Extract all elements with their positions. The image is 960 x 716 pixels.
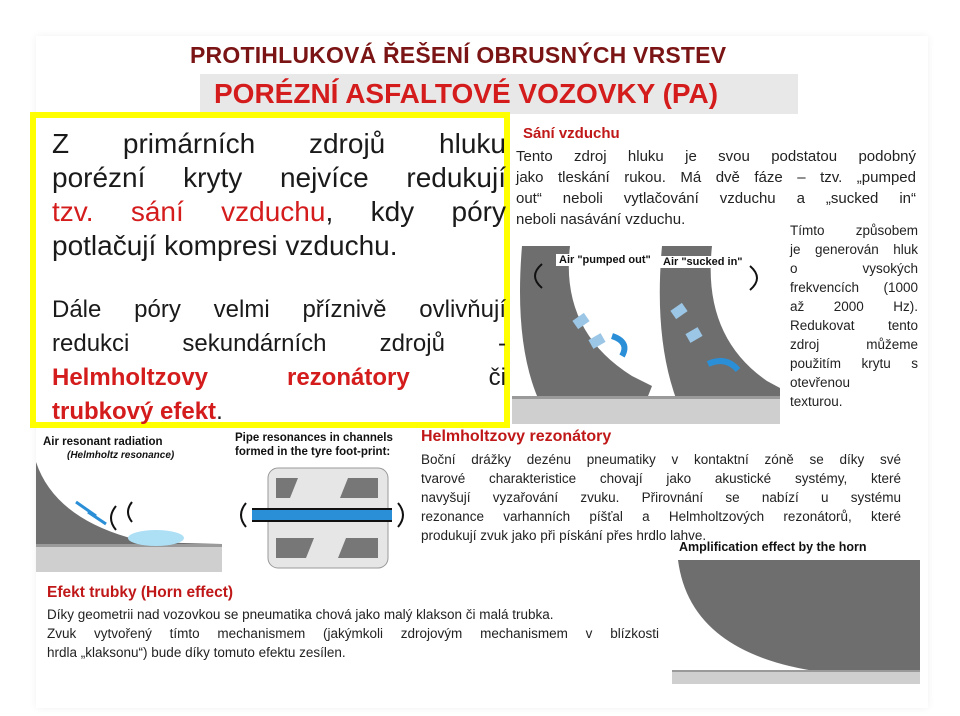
- side-note-line-5: až 2000 Hz).: [790, 299, 918, 314]
- intro-line-6: redukci sekundárních zdrojů -: [52, 330, 506, 357]
- side-note-line-7: zdroj můžeme: [790, 337, 918, 352]
- side-note-line-3: o vysokých: [790, 261, 918, 276]
- side-note-line-8: použitím krytu s: [790, 356, 918, 371]
- air-pumping-heading: Sání vzduchu: [523, 125, 620, 142]
- label-tyre-foot-print: formed in the tyre foot-print:: [232, 446, 393, 458]
- helmholtz-figure: [36, 432, 222, 572]
- side-note-line-6: Redukovat tento: [790, 318, 918, 333]
- label-air-resonant-radiation: Air resonant radiation: [40, 436, 166, 448]
- intro-line-8-rest: .: [216, 398, 223, 425]
- side-note-line-9: otevřenou: [790, 375, 851, 390]
- side-note-line-10: texturou.: [790, 394, 843, 409]
- horn-effect-figure: [672, 536, 920, 684]
- intro-air-pumping-term: tzv. sání vzduchu: [52, 196, 326, 227]
- label-air-pumped-out: Air "pumped out": [556, 254, 654, 266]
- intro-line-5: Dále póry velmi příznivě ovlivňují: [52, 296, 506, 323]
- side-note-line-2: je generován hluk: [790, 242, 918, 257]
- air-pumping-illustration: [512, 246, 780, 424]
- air-pumping-line-2: jako tleskání rukou. Má dvě fáze – tzv. „pumped: [516, 169, 916, 186]
- intro-horn-term: trubkový efekt: [52, 398, 217, 425]
- intro-line-7-rest: či: [488, 364, 506, 391]
- intro-line-7: [52, 362, 506, 393]
- horn-line-3: hrdla „klaksonu“) bude díky tomuto efektu zesílen.: [47, 645, 346, 660]
- helmholtz-line-4: rezonance varhanních píšťal a Helmholtzových rezonátorů, které: [421, 509, 901, 524]
- helmholtz-line-5: produkují zvuk jako při pískání přes hrdlo lahve.: [421, 528, 707, 543]
- side-note-line-4: frekvencích (1000: [790, 280, 918, 295]
- helmholtz-line-3: navyšují vyzařování zvuku. Přirovnání se nabízí u systému: [421, 490, 901, 505]
- horn-line-1: Díky geometrii nad vozovkou se pneumatika chová jako malý klakson či malá trubka.: [47, 607, 554, 622]
- horn-heading: Efekt trubky (Horn effect): [47, 584, 234, 601]
- label-helmholtz-resonance: (Helmholtz resonance): [64, 450, 177, 461]
- air-pumping-line-4: neboli nasávání vzduchu.: [516, 211, 686, 228]
- label-horn-amplification: Amplification effect by the horn: [676, 540, 870, 554]
- pipe-resonance-figure: [228, 428, 414, 576]
- horn-line-2: Zvuk vytvořený tímto mechanismem (jakýmkoli zdrojovým mechanismem v blízkosti: [47, 626, 659, 641]
- air-pumping-line-3: out“ neboli vytlačování vzduchu a „sucked in“: [516, 190, 916, 207]
- slide-subtitle: PORÉZNÍ ASFALTOVÉ VOZOVKY (PA): [214, 78, 719, 109]
- helmholtz-line-2: tvarové charakteristice chovají jako akustické systémy, které: [421, 471, 901, 486]
- intro-helmholtz-term: Helmholtzovy rezonátory: [52, 364, 410, 391]
- intro-highlight-box: [30, 112, 510, 428]
- intro-line-1: Z primárních zdrojů hluku: [52, 128, 506, 159]
- intro-line-3-rest: , kdy póry: [325, 196, 506, 227]
- label-air-sucked-in: Air "sucked in": [660, 256, 746, 268]
- intro-line-4: potlačují kompresi vzduchu.: [52, 230, 398, 261]
- helmholtz-line-1: Boční drážky dezénu pneumatiky v kontaktní zóně se díky své: [421, 452, 901, 467]
- horn-effect-illustration: [672, 536, 920, 684]
- side-note-line-1: Tímto způsobem: [790, 223, 918, 238]
- air-pumping-figure: [512, 246, 780, 424]
- label-pipe-resonances: Pipe resonances in channels: [232, 432, 396, 444]
- slide-title: PROTIHLUKOVÁ ŘEŠENÍ OBRUSNÝCH VRSTEV: [190, 42, 727, 68]
- intro-line-8: [52, 396, 506, 427]
- intro-line-2: porézní kryty nejvíce redukují: [52, 162, 506, 193]
- helmholtz-heading: Helmholtzovy rezonátory: [421, 428, 612, 445]
- air-pumping-line-1: Tento zdroj hluku je svou podstatou podobný: [516, 148, 916, 165]
- intro-line-3: [52, 196, 506, 227]
